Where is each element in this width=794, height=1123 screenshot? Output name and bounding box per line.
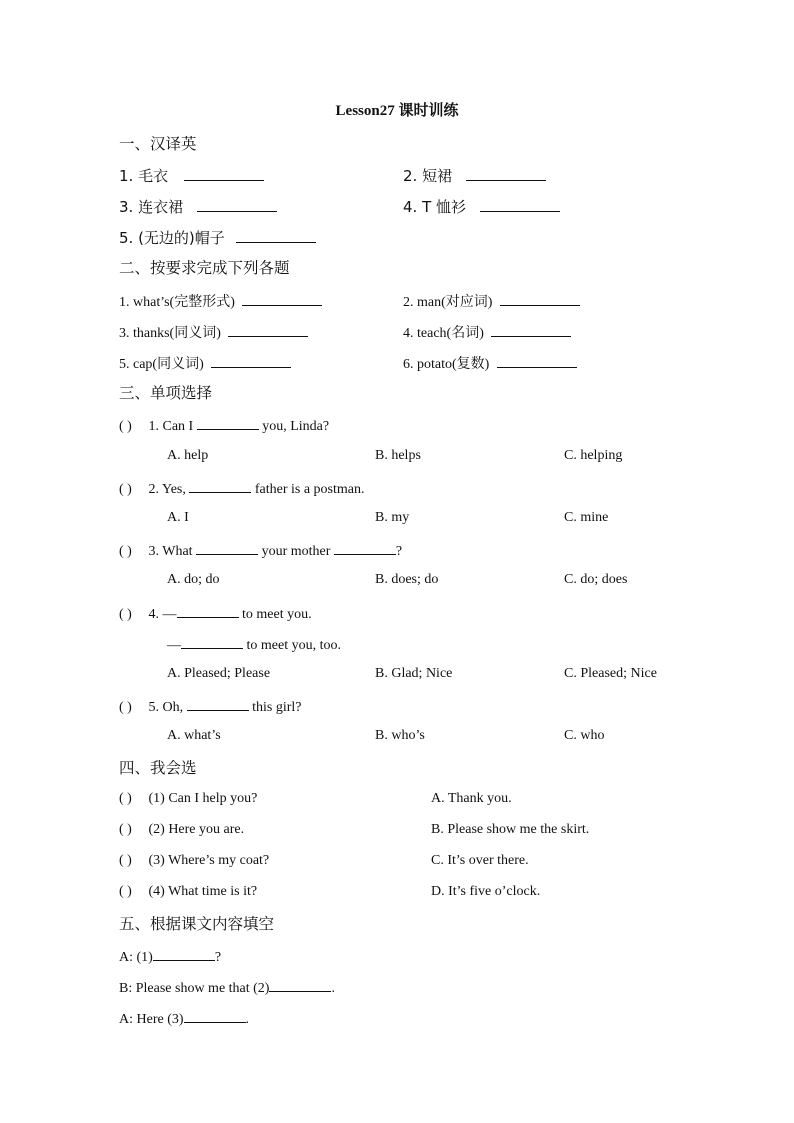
part2-q1 [119, 290, 322, 313]
match-left-1 [119, 789, 257, 809]
answer-blank[interactable] [491, 321, 571, 337]
dialogue-text: ? [214, 950, 222, 965]
question-text: (4) What time is it? [148, 884, 258, 899]
answer-blank[interactable] [480, 196, 560, 212]
question-text: you, Linda? [262, 419, 330, 434]
answer-blank[interactable] [242, 290, 322, 306]
answer-blank[interactable] [211, 352, 291, 368]
dialogue-text: A: Here (3) [119, 1012, 184, 1027]
part1-q4 [403, 196, 560, 219]
dialogue-line-2 [119, 976, 335, 999]
section-heading-3: 三、单项选择 [119, 384, 213, 402]
question-text: 2. Yes, [148, 482, 186, 497]
answer-paren[interactable]: ( ) [119, 822, 132, 837]
section-heading-5: 五、根据课文内容填空 [119, 915, 275, 933]
mc-option-c[interactable]: C. mine [564, 510, 609, 525]
question-text: father is a postman. [254, 482, 365, 497]
match-left-4 [119, 882, 257, 902]
mc-option-a[interactable]: A. do; do [167, 572, 220, 587]
part1-q5 [119, 227, 316, 250]
question-text: 4. T 恤衫 [403, 198, 467, 216]
match-left-3 [119, 851, 269, 871]
question-text: 3. 连衣裙 [119, 198, 184, 216]
question-text: this girl? [252, 700, 302, 715]
mc-option-b[interactable]: B. Glad; Nice [375, 666, 453, 681]
answer-paren[interactable]: ( ) [119, 791, 132, 806]
match-right-4: D. It’s five o’clock. [431, 884, 541, 899]
question-text: 5. Oh, [148, 700, 184, 715]
question-text: (3) Where’s my coat? [148, 853, 270, 868]
part2-q5 [119, 352, 291, 375]
mc-option-c[interactable]: C. who [564, 728, 605, 743]
mc-option-a[interactable]: A. what’s [167, 728, 221, 743]
answer-paren[interactable]: ( ) [119, 884, 132, 899]
part2-q3 [119, 321, 308, 344]
answer-blank[interactable] [181, 633, 243, 649]
mc-option-b[interactable]: B. does; do [375, 572, 439, 587]
answer-blank[interactable] [196, 539, 258, 555]
dialogue-text: B: Please show me that (2) [119, 981, 270, 996]
mc-option-c[interactable]: C. helping [564, 448, 623, 463]
question-text: 1. Can I [148, 419, 194, 434]
question-text: 3. thanks(同义词) [119, 326, 221, 341]
mc-question-2 [119, 477, 365, 500]
mc-question-4-line2 [167, 633, 341, 656]
question-text: — [167, 638, 181, 653]
question-text: 5. (无边的)帽子 [119, 229, 225, 247]
answer-blank[interactable] [189, 477, 251, 493]
match-right-2: B. Please show me the skirt. [431, 822, 590, 837]
mc-option-a[interactable]: A. I [167, 510, 189, 525]
question-text: 6. potato(复数) [403, 357, 490, 372]
question-text: (1) Can I help you? [148, 791, 258, 806]
match-left-2 [119, 820, 244, 840]
dialogue-line-3 [119, 1007, 249, 1030]
dialogue-text: A: (1) [119, 950, 153, 965]
mc-question-4 [119, 602, 312, 625]
answer-blank[interactable] [466, 165, 546, 181]
answer-blank[interactable] [228, 321, 308, 337]
part1-q2 [403, 165, 546, 188]
question-text: your mother [261, 544, 331, 559]
mc-option-a[interactable]: A. Pleased; Please [167, 666, 271, 681]
question-text: 4. teach(名词) [403, 326, 484, 341]
answer-blank[interactable] [197, 414, 259, 430]
part1-q3 [119, 196, 277, 219]
question-text: to meet you. [242, 607, 312, 622]
answer-blank[interactable] [497, 352, 577, 368]
section-heading-4: 四、我会选 [119, 759, 197, 777]
section-heading-1: 一、汉译英 [119, 135, 197, 153]
question-text: to meet you, too. [246, 638, 341, 653]
answer-blank[interactable] [184, 1007, 246, 1023]
answer-blank[interactable] [197, 196, 277, 212]
match-right-1: A. Thank you. [431, 791, 512, 806]
part1-q1 [119, 165, 264, 188]
question-text: 2. man(对应词) [403, 295, 493, 310]
part2-q4 [403, 321, 571, 344]
answer-blank[interactable] [236, 227, 316, 243]
part2-q6 [403, 352, 577, 375]
answer-blank[interactable] [184, 165, 264, 181]
mc-option-b[interactable]: B. my [375, 510, 410, 525]
mc-question-3 [119, 539, 402, 562]
section-heading-2: 二、按要求完成下列各题 [119, 259, 290, 277]
mc-option-c[interactable]: C. do; does [564, 572, 628, 587]
answer-paren[interactable]: ( ) [119, 419, 132, 434]
question-text: 4. — [148, 607, 177, 622]
mc-option-b[interactable]: B. who’s [375, 728, 425, 743]
mc-option-c[interactable]: C. Pleased; Nice [564, 666, 657, 681]
question-text: (2) Here you are. [148, 822, 245, 837]
dialogue-text: . [331, 981, 335, 996]
answer-blank[interactable] [177, 602, 239, 618]
answer-blank[interactable] [187, 695, 249, 711]
mc-option-b[interactable]: B. helps [375, 448, 421, 463]
answer-blank[interactable] [269, 976, 331, 992]
answer-paren[interactable]: ( ) [119, 853, 132, 868]
mc-question-1 [119, 414, 329, 437]
page-title: Lesson27 课时训练 [335, 103, 459, 119]
mc-question-5 [119, 695, 302, 718]
answer-paren[interactable]: ( ) [119, 482, 132, 497]
answer-blank[interactable] [153, 945, 215, 961]
question-text: ? [395, 544, 403, 559]
answer-paren[interactable]: ( ) [119, 700, 132, 715]
dialogue-text: . [245, 1012, 250, 1027]
question-text: 1. what’s(完整形式) [119, 295, 235, 310]
question-text: 1. 毛衣 [119, 167, 169, 185]
answer-blank[interactable] [500, 290, 580, 306]
dialogue-line-1 [119, 945, 221, 968]
question-text: 5. cap(同义词) [119, 357, 204, 372]
question-text: 2. 短裙 [403, 167, 453, 185]
answer-paren[interactable]: ( ) [119, 544, 132, 559]
part2-q2 [403, 290, 580, 313]
answer-paren[interactable]: ( ) [119, 607, 132, 622]
question-text: 3. What [148, 544, 193, 559]
match-right-3: C. It’s over there. [431, 853, 529, 868]
mc-option-a[interactable]: A. help [167, 448, 209, 463]
answer-blank[interactable] [334, 539, 396, 555]
